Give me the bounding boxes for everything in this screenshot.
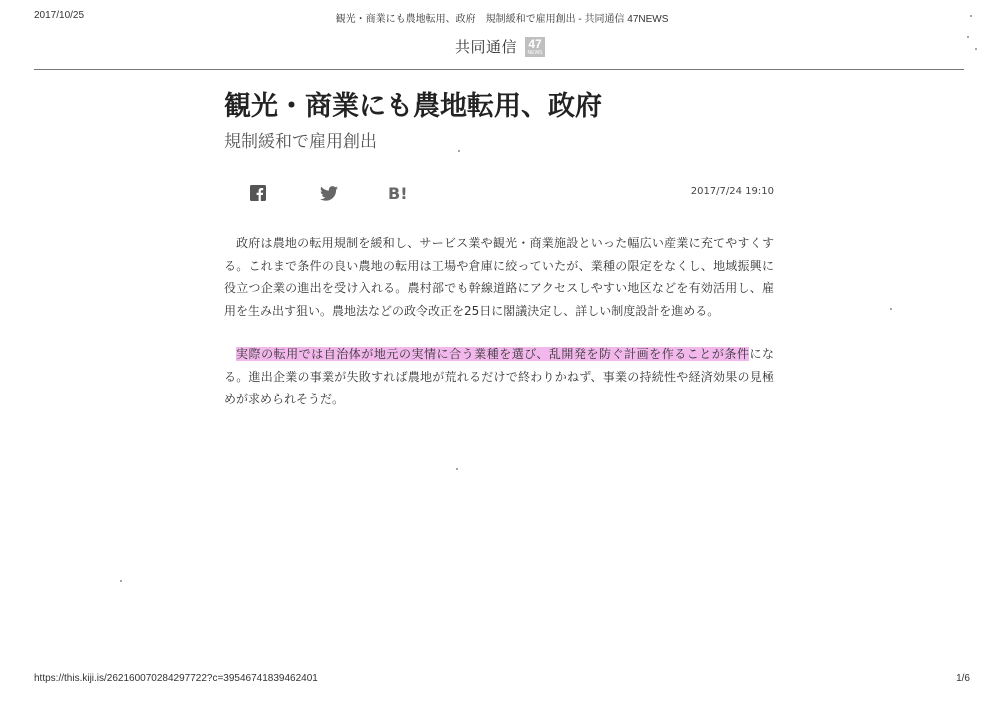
badge-sub: NEWS bbox=[527, 49, 543, 56]
scan-speck bbox=[970, 15, 972, 17]
article-body bbox=[224, 232, 774, 432]
paragraph-2-rest: になる。進出企業の事業が失敗すれば農地が荒れるだけで終わりかねず、事業の持続性や経済効果の見極めが求められそうだ。 bbox=[224, 347, 774, 406]
article-paragraph-1: 政府は農地の転用規制を緩和し、サービス業や観光・商業施設といった幅広い産業に充てやすくする。これまで条件の良い農地の転用は工場や倉庫に絞っていたが、業種の限定をなくし、地域振興に役立つ企業の進出を受け入れる。農村部でも幹線道路にアクセスしやすい地区などを有効活用し、雇用を生み出す狙い。農地法などの政令改正を25日に閣議決定し、詳しい制度設計を進める。 bbox=[224, 236, 774, 318]
scan-speck bbox=[890, 308, 892, 310]
article-timestamp: 2017/7/24 19:10 bbox=[690, 186, 774, 197]
scan-speck bbox=[967, 36, 969, 38]
site-logo[interactable] bbox=[0, 36, 1000, 57]
facebook-icon[interactable] bbox=[250, 184, 266, 202]
article-subheadline: 規制緩和で雇用創出 bbox=[224, 132, 377, 152]
print-header bbox=[34, 10, 970, 26]
print-page-title: 観光・商業にも農地転用、政府 規制緩和で雇用創出 - 共同通信 47NEWS bbox=[335, 14, 669, 25]
share-bar bbox=[224, 184, 774, 204]
print-page-number: 1/6 bbox=[956, 673, 970, 684]
hatena-bookmark-icon[interactable]: B! bbox=[388, 183, 408, 203]
twitter-icon[interactable] bbox=[320, 184, 340, 202]
print-url: https://this.kiji.is/262160070284297722?c=39546741839462401 bbox=[34, 673, 318, 684]
site-name: 共同通信 bbox=[454, 38, 517, 56]
scan-speck bbox=[456, 468, 458, 470]
article-headline: 観光・商業にも農地転用、政府 bbox=[224, 91, 602, 122]
scan-speck bbox=[120, 580, 122, 582]
article bbox=[224, 88, 774, 406]
47news-badge bbox=[525, 37, 545, 57]
highlighted-text: 実際の転用では自治体が地元の実情に合う業種を選び、乱開発を防ぐ計画を作ることが条件 bbox=[236, 347, 750, 361]
article-paragraph-2 bbox=[224, 343, 774, 411]
scan-speck bbox=[975, 48, 977, 50]
header-divider bbox=[34, 69, 964, 70]
badge-number: 47 bbox=[528, 36, 542, 51]
print-date: 2017/10/25 bbox=[34, 10, 85, 21]
scan-speck bbox=[458, 150, 460, 152]
